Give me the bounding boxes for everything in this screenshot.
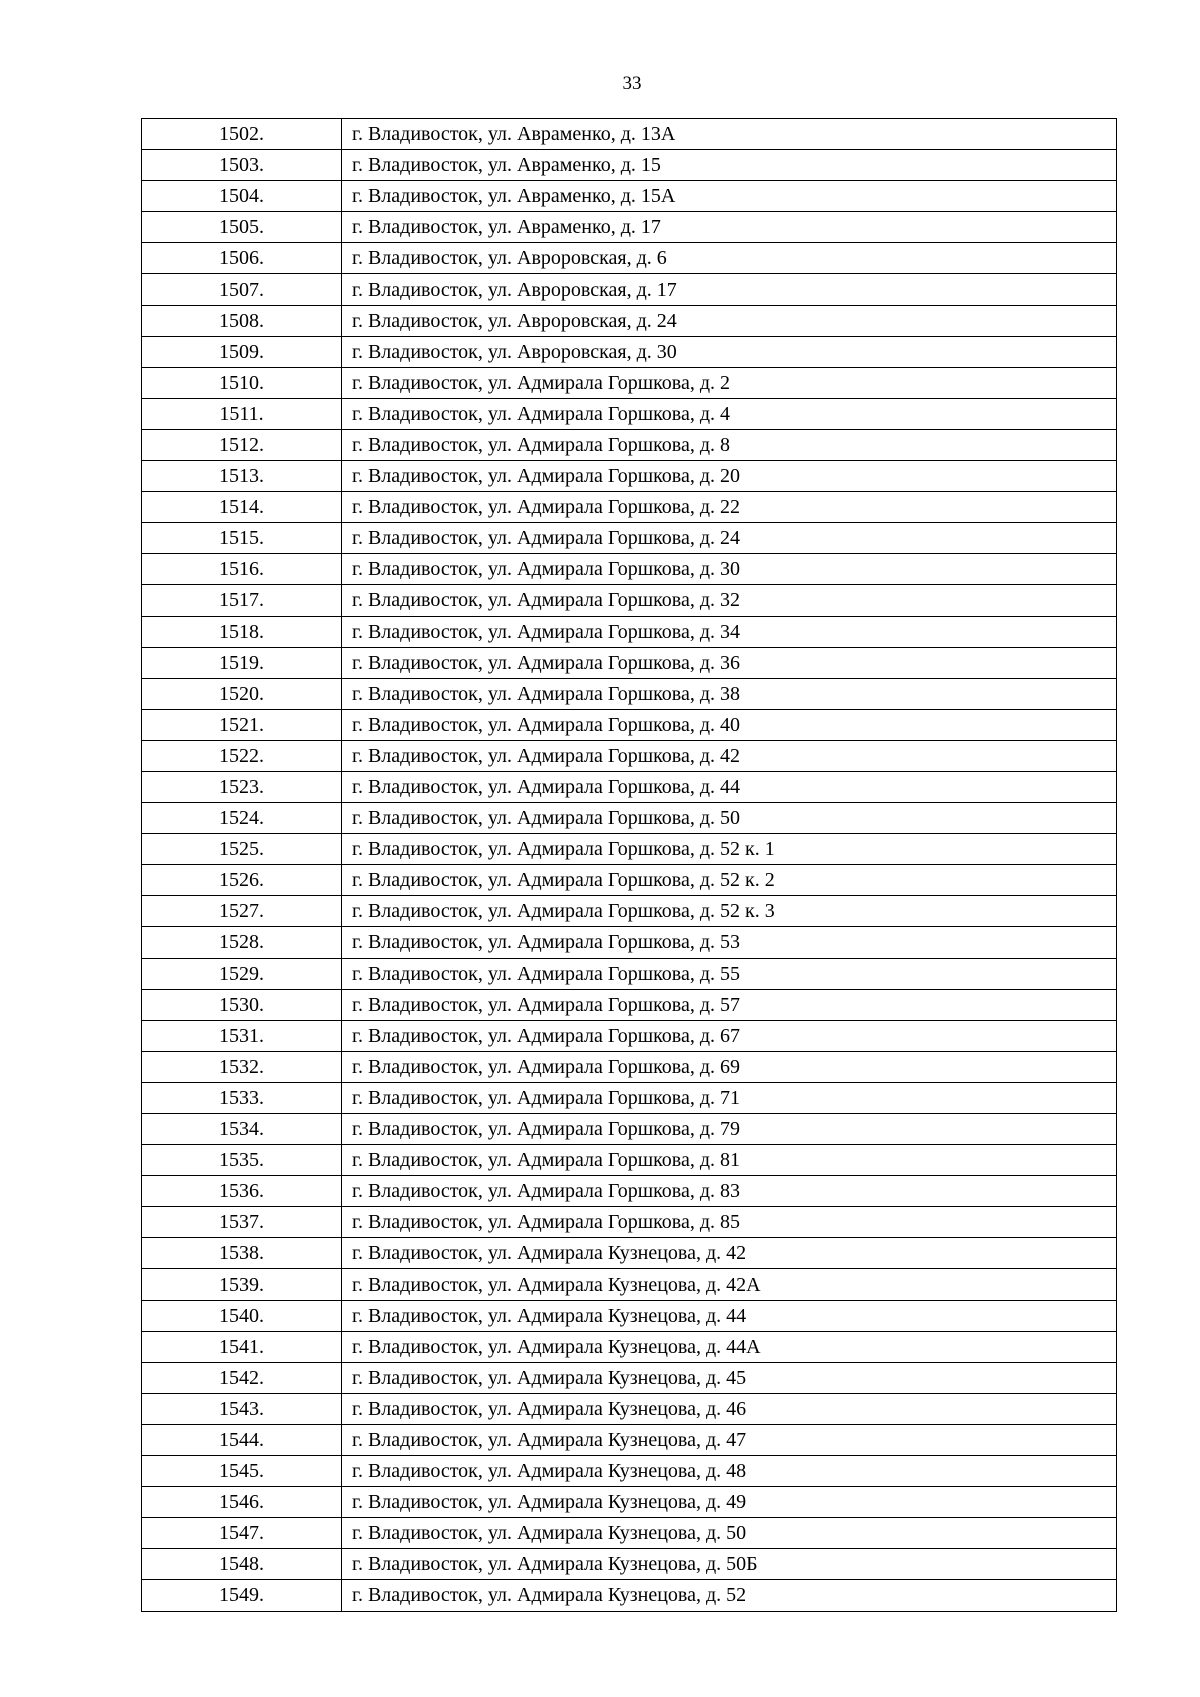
table-row — [142, 1362, 1117, 1393]
table-row — [142, 429, 1117, 460]
address-table-body — [142, 119, 1117, 1612]
table-row — [142, 274, 1117, 305]
row-number: 1531. — [142, 1020, 342, 1051]
row-address: г. Владивосток, ул. Адмирала Горшкова, д. 20 — [342, 461, 1117, 492]
row-address: г. Владивосток, ул. Адмирала Горшкова, д. 32 — [342, 585, 1117, 616]
table-row — [142, 616, 1117, 647]
row-number: 1536. — [142, 1176, 342, 1207]
table-row — [142, 678, 1117, 709]
table-row — [142, 1051, 1117, 1082]
row-number: 1535. — [142, 1145, 342, 1176]
table-row — [142, 865, 1117, 896]
row-number: 1509. — [142, 336, 342, 367]
row-address: г. Владивосток, ул. Адмирала Горшкова, д. 52 к. 3 — [342, 896, 1117, 927]
row-address: г. Владивосток, ул. Авроровская, д. 24 — [342, 305, 1117, 336]
row-number: 1525. — [142, 834, 342, 865]
table-row — [142, 1207, 1117, 1238]
row-number: 1533. — [142, 1082, 342, 1113]
row-address: г. Владивосток, ул. Адмирала Кузнецова, д. 44А — [342, 1331, 1117, 1362]
row-address: г. Владивосток, ул. Адмирала Кузнецова, д. 50Б — [342, 1549, 1117, 1580]
row-number: 1543. — [142, 1393, 342, 1424]
row-number: 1538. — [142, 1238, 342, 1269]
row-number: 1517. — [142, 585, 342, 616]
row-address: г. Владивосток, ул. Авраменко, д. 13А — [342, 119, 1117, 150]
table-row — [142, 896, 1117, 927]
table-row — [142, 181, 1117, 212]
row-address: г. Владивосток, ул. Адмирала Горшкова, д. 52 к. 2 — [342, 865, 1117, 896]
row-address: г. Владивосток, ул. Адмирала Горшкова, д. 71 — [342, 1082, 1117, 1113]
row-address: г. Владивосток, ул. Адмирала Кузнецова, д. 44 — [342, 1300, 1117, 1331]
table-row — [142, 119, 1117, 150]
table-row — [142, 709, 1117, 740]
row-address: г. Владивосток, ул. Адмирала Горшкова, д. 36 — [342, 647, 1117, 678]
table-row — [142, 461, 1117, 492]
table-row — [142, 834, 1117, 865]
row-number: 1548. — [142, 1549, 342, 1580]
row-number: 1513. — [142, 461, 342, 492]
row-number: 1503. — [142, 150, 342, 181]
row-number: 1528. — [142, 927, 342, 958]
table-row — [142, 1456, 1117, 1487]
row-address: г. Владивосток, ул. Адмирала Кузнецова, д. 52 — [342, 1580, 1117, 1611]
row-number: 1511. — [142, 398, 342, 429]
table-row — [142, 1020, 1117, 1051]
row-address: г. Владивосток, ул. Адмирала Горшкова, д. 24 — [342, 523, 1117, 554]
row-address: г. Владивосток, ул. Адмирала Горшкова, д. 8 — [342, 429, 1117, 460]
row-address: г. Владивосток, ул. Авроровская, д. 17 — [342, 274, 1117, 305]
row-number: 1529. — [142, 958, 342, 989]
table-row — [142, 1238, 1117, 1269]
table-row — [142, 150, 1117, 181]
row-address: г. Владивосток, ул. Адмирала Горшкова, д. 42 — [342, 740, 1117, 771]
row-number: 1544. — [142, 1424, 342, 1455]
row-address: г. Владивосток, ул. Адмирала Горшкова, д. 79 — [342, 1114, 1117, 1145]
row-address: г. Владивосток, ул. Авраменко, д. 15А — [342, 181, 1117, 212]
row-number: 1527. — [142, 896, 342, 927]
row-number: 1542. — [142, 1362, 342, 1393]
table-row — [142, 1145, 1117, 1176]
table-row — [142, 243, 1117, 274]
row-number: 1504. — [142, 181, 342, 212]
row-address: г. Владивосток, ул. Адмирала Горшкова, д. 44 — [342, 771, 1117, 802]
table-row — [142, 927, 1117, 958]
table-row — [142, 771, 1117, 802]
row-address: г. Владивосток, ул. Адмирала Кузнецова, д. 49 — [342, 1487, 1117, 1518]
table-row — [142, 1580, 1117, 1611]
table-row — [142, 1114, 1117, 1145]
row-address: г. Владивосток, ул. Адмирала Горшкова, д. 40 — [342, 709, 1117, 740]
row-address: г. Владивосток, ул. Адмирала Горшкова, д. 30 — [342, 554, 1117, 585]
table-row — [142, 647, 1117, 678]
row-number: 1506. — [142, 243, 342, 274]
row-address: г. Владивосток, ул. Адмирала Горшкова, д. 55 — [342, 958, 1117, 989]
row-number: 1523. — [142, 771, 342, 802]
row-address: г. Владивосток, ул. Адмирала Кузнецова, д. 47 — [342, 1424, 1117, 1455]
row-number: 1510. — [142, 367, 342, 398]
row-address: г. Владивосток, ул. Авраменко, д. 15 — [342, 150, 1117, 181]
row-number: 1549. — [142, 1580, 342, 1611]
table-row — [142, 1269, 1117, 1300]
row-number: 1521. — [142, 709, 342, 740]
table-row — [142, 212, 1117, 243]
table-row — [142, 585, 1117, 616]
row-address: г. Владивосток, ул. Адмирала Горшкова, д. 85 — [342, 1207, 1117, 1238]
row-address: г. Владивосток, ул. Адмирала Горшкова, д. 69 — [342, 1051, 1117, 1082]
row-number: 1539. — [142, 1269, 342, 1300]
row-number: 1530. — [142, 989, 342, 1020]
table-row — [142, 1393, 1117, 1424]
row-number: 1512. — [142, 429, 342, 460]
row-number: 1522. — [142, 740, 342, 771]
table-row — [142, 1518, 1117, 1549]
row-number: 1541. — [142, 1331, 342, 1362]
row-number: 1546. — [142, 1487, 342, 1518]
row-number: 1545. — [142, 1456, 342, 1487]
row-address: г. Владивосток, ул. Адмирала Кузнецова, д. 50 — [342, 1518, 1117, 1549]
table-row — [142, 958, 1117, 989]
table-row — [142, 740, 1117, 771]
table-row — [142, 1424, 1117, 1455]
row-address: г. Владивосток, ул. Адмирала Горшкова, д. 67 — [342, 1020, 1117, 1051]
row-number: 1540. — [142, 1300, 342, 1331]
row-number: 1502. — [142, 119, 342, 150]
page-number: 33 — [622, 73, 642, 94]
row-address: г. Владивосток, ул. Авроровская, д. 30 — [342, 336, 1117, 367]
row-number: 1508. — [142, 305, 342, 336]
table-row — [142, 367, 1117, 398]
row-address: г. Владивосток, ул. Адмирала Горшкова, д. 81 — [342, 1145, 1117, 1176]
table-row — [142, 336, 1117, 367]
row-number: 1532. — [142, 1051, 342, 1082]
table-row — [142, 1487, 1117, 1518]
table-row — [142, 305, 1117, 336]
row-number: 1524. — [142, 803, 342, 834]
row-address: г. Владивосток, ул. Адмирала Горшкова, д. 57 — [342, 989, 1117, 1020]
row-number: 1534. — [142, 1114, 342, 1145]
row-address: г. Владивосток, ул. Адмирала Горшкова, д. 2 — [342, 367, 1117, 398]
row-number: 1526. — [142, 865, 342, 896]
row-address: г. Владивосток, ул. Адмирала Горшкова, д. 52 к. 1 — [342, 834, 1117, 865]
table-row — [142, 1176, 1117, 1207]
row-number: 1547. — [142, 1518, 342, 1549]
table-row — [142, 554, 1117, 585]
row-number: 1507. — [142, 274, 342, 305]
table-row — [142, 989, 1117, 1020]
row-number: 1518. — [142, 616, 342, 647]
row-address: г. Владивосток, ул. Адмирала Кузнецова, д. 45 — [342, 1362, 1117, 1393]
row-address: г. Владивосток, ул. Адмирала Кузнецова, д. 42 — [342, 1238, 1117, 1269]
row-number: 1505. — [142, 212, 342, 243]
row-number: 1514. — [142, 492, 342, 523]
row-address: г. Владивосток, ул. Авроровская, д. 6 — [342, 243, 1117, 274]
table-row — [142, 1300, 1117, 1331]
table-row — [142, 1549, 1117, 1580]
row-number: 1519. — [142, 647, 342, 678]
row-number: 1520. — [142, 678, 342, 709]
table-row — [142, 1082, 1117, 1113]
row-address: г. Владивосток, ул. Адмирала Горшкова, д. 50 — [342, 803, 1117, 834]
table-row — [142, 1331, 1117, 1362]
row-address: г. Владивосток, ул. Адмирала Горшкова, д. 22 — [342, 492, 1117, 523]
row-address: г. Владивосток, ул. Адмирала Кузнецова, д. 48 — [342, 1456, 1117, 1487]
row-address: г. Владивосток, ул. Адмирала Горшкова, д. 53 — [342, 927, 1117, 958]
table-row — [142, 492, 1117, 523]
table-row — [142, 523, 1117, 554]
row-address: г. Владивосток, ул. Адмирала Горшкова, д. 83 — [342, 1176, 1117, 1207]
row-number: 1537. — [142, 1207, 342, 1238]
row-address: г. Владивосток, ул. Адмирала Горшкова, д. 4 — [342, 398, 1117, 429]
row-address: г. Владивосток, ул. Адмирала Горшкова, д. 34 — [342, 616, 1117, 647]
table-row — [142, 398, 1117, 429]
row-number: 1515. — [142, 523, 342, 554]
row-number: 1516. — [142, 554, 342, 585]
row-address: г. Владивосток, ул. Адмирала Кузнецова, д. 42А — [342, 1269, 1117, 1300]
row-address: г. Владивосток, ул. Адмирала Кузнецова, д. 46 — [342, 1393, 1117, 1424]
row-address: г. Владивосток, ул. Адмирала Горшкова, д. 38 — [342, 678, 1117, 709]
row-address: г. Владивосток, ул. Авраменко, д. 17 — [342, 212, 1117, 243]
address-table — [141, 118, 1117, 1612]
table-row — [142, 803, 1117, 834]
